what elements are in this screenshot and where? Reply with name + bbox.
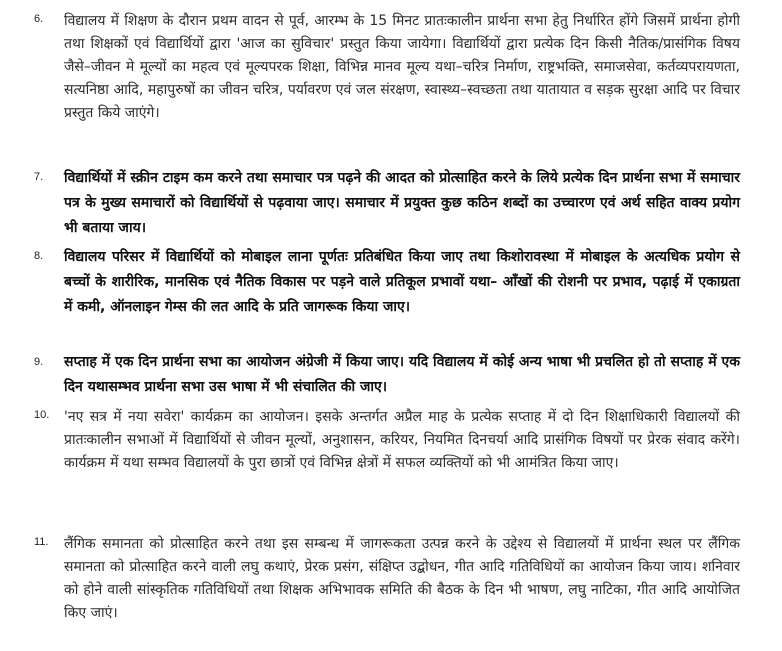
item-number: 6.	[34, 13, 44, 25]
item-text: 'नए सत्र में नया सवेरा' कार्यक्रम का आयोजन। इसके अन्तर्गत अप्रैल माह के प्रत्येक सप्ताह में दो दिन शिक्षाधिकारी विद्यालयों की प्रातःकालीन सभाओं में विद्यार्थियों से जीवन मूल्यों, अनुशासन, करियर, नियमित दिनचर्या आदि प्रासंगिक विषयों पर प्रेरक संवाद करेंगे। कार्यक्रम में यथा सम्भव विद्यालयों के पुरा छात्रों एवं विभिन्न क्षेत्रों में सफल व्यक्तियों को भी आमंत्रित किया जाए।	[64, 409, 740, 471]
item-number: 8.	[34, 250, 44, 262]
item-text: विद्यालय परिसर में विद्यार्थियों को मोबाइल लाना पूर्णतः प्रतिबंधित किया जाए तथा किशोरावस्था में मोबाइल के अत्यधिक प्रयोग से बच्चों के शारीरिक, मानसिक एवं नैतिक विकास पर पड़ने वाले प्रतिकूल प्रभावों यथा– आँखों की रोशनी पर प्रभाव, पढ़ाई में एकाग्रता में कमी, ऑनलाइन गेम्स की लत आदि के प्रति जागरूक किया जाए।	[64, 249, 740, 315]
item-number: 11.	[34, 536, 49, 548]
item-number: 10.	[34, 409, 50, 421]
item-text: लैंगिक समानता को प्रोत्साहित करने तथा इस सम्बन्ध में जागरूकता उत्पन्न करने के उद्देश्य से विद्यालयों में प्रार्थना स्थल पर लैंगिक समानता को प्रोत्साहित करने वाली लघु कथाएं, प्रेरक प्रसंग, संक्षिप्त उद्बोधन, गीत आदि गतिविधियों का आयोजन किया जाय। शनिवार को होने वाली सांस्कृतिक गतिविधियों तथा शिक्षक अभिभावक समिति की बैठक के दिन भी भाषण, लघु नाटिका, गीत आदि आयोजित किए जाएं।	[64, 536, 740, 621]
item-number: 7.	[34, 171, 44, 183]
item-text: विद्यालय में शिक्षण के दौरान प्रथम वादन से पूर्व, आरम्भ के 15 मिनट प्रातःकालीन प्रार्थना सभा हेतु निर्धारित होंगे जिसमें प्रार्थना होगी तथा शिक्षकों एवं विद्यार्थियों द्वारा 'आज का सुविचार' प्रस्तुत किया जायेगा। विद्यार्थियों द्वारा प्रत्येक दिन किसी नैतिक/प्रासंगिक विषय जैसे–जीवन मे मूल्यों का महत्व एवं मूल्यपरक शिक्षा, विभिन्न मानव मूल्य यथा–चरित्र निर्माण, राष्ट्रभक्ति, समाजसेवा, कर्तव्यपरायणता, सत्यनिष्ठा आदि, महापुरुषों का जीवन चरित्र, पर्यावरण एवं जल संरक्षण, स्वास्थ्य–स्वच्छता तथा यातायात व सड़क सुरक्षा आदि पर विचार प्रस्तुत किये जाएंगे।	[64, 13, 740, 121]
item-number: 9.	[34, 356, 44, 368]
item-text: विद्यार्थियों में स्क्रीन टाइम कम करने तथा समाचार पत्र पढ़ने की आदत को प्रोत्साहित करने के लिये प्रत्येक दिन प्रार्थना सभा में समाचार पत्र के मुख्य समाचारों को विद्यार्थियों से पढ़वाया जाए। समाचार में प्रयुक्त कुछ कठिन शब्दों का उच्चारण एवं अर्थ सहित वाक्य प्रयोग भी बताया जाय।	[64, 170, 740, 236]
item-text: सप्ताह में एक दिन प्रार्थना सभा का आयोजन अंग्रेजी में किया जाए। यदि विद्यालय में कोई अन्य भाषा भी प्रचलित हो तो सप्ताह में एक दिन यथासम्भव प्रार्थना सभा उस भाषा में भी संचालित की जाए।	[64, 354, 740, 395]
